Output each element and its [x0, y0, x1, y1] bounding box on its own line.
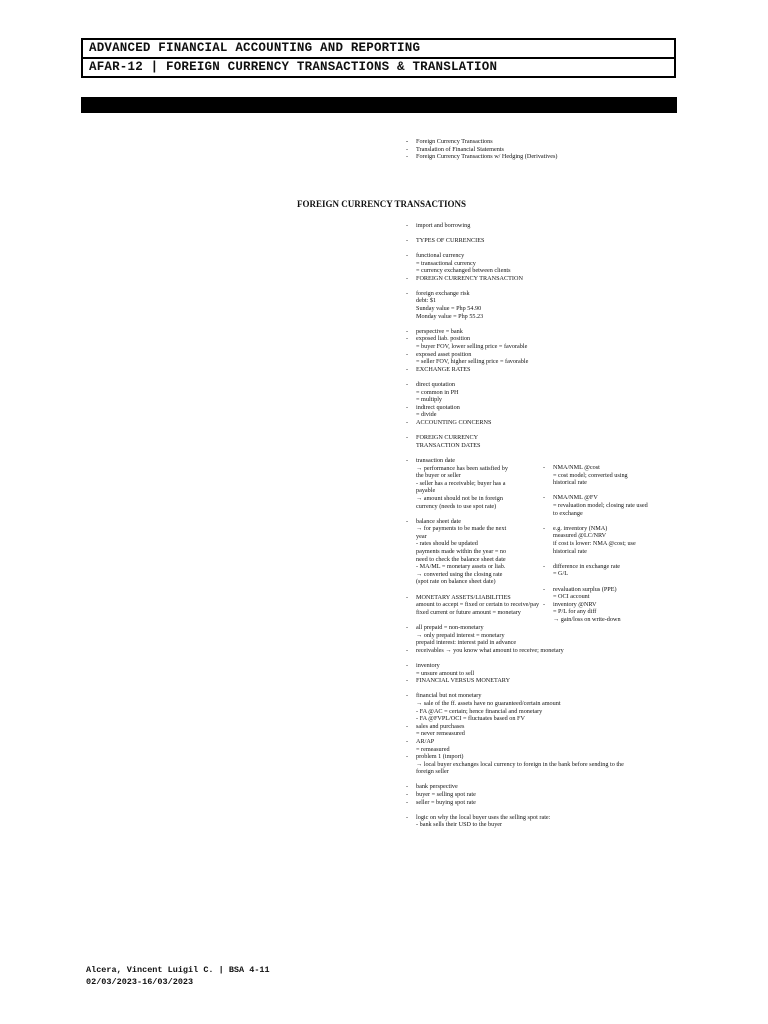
bullet-line: - receivables → you know what amount to receive; monetary	[406, 647, 668, 655]
sub-line: → gain/loss on write-down	[553, 615, 621, 623]
sub-line: → amount should not be in foreign	[416, 494, 503, 502]
bullet-line: - ACCOUNTING CONCERNS	[406, 419, 668, 427]
spacer	[406, 176, 668, 184]
sub-line: TRANSACTION DATES	[416, 441, 481, 449]
spacer	[543, 487, 673, 495]
spacer	[406, 449, 668, 457]
document-title: ADVANCED FINANCIAL ACCOUNTING AND REPORTING	[89, 41, 421, 55]
spacer	[406, 427, 668, 435]
bullet-line: - indirect quotation	[406, 404, 668, 412]
footer-author: Alcera, Vincent Luigil C. | BSA 4-11	[86, 965, 270, 975]
spacer	[406, 685, 668, 693]
spacer	[543, 578, 673, 586]
bullet-line: - transaction date	[406, 457, 668, 465]
spacer	[406, 373, 668, 381]
sub-line: = OCI account	[553, 593, 590, 601]
bullet-line: - sales and purchases	[406, 723, 668, 731]
footer-dates: 02/03/2023-16/03/2023	[86, 977, 194, 987]
sub-line: prepaid interest: interest paid in advance	[416, 639, 517, 647]
spacer	[406, 161, 668, 169]
bullet-line: - NMA/NML @FV	[543, 494, 673, 502]
spacer	[543, 555, 673, 563]
sub-line: the buyer or seller	[416, 472, 461, 480]
bullet-line: - all prepaid = non-monetary	[406, 624, 668, 632]
sub-line: payable	[416, 487, 436, 495]
black-divider-bar	[81, 97, 677, 113]
sub-line: if cost is lower: NMA @cost; use	[553, 539, 636, 547]
spacer	[406, 206, 668, 214]
sub-line: → only prepaid interest = monetary	[416, 631, 505, 639]
document-title-box	[81, 38, 676, 59]
bullet-line: - direct quotation	[406, 381, 668, 389]
sub-line: foreign seller	[416, 768, 449, 776]
bullet-line: - AR/AP	[406, 738, 668, 746]
bullet-line: - foreign exchange risk	[406, 290, 668, 298]
bullet-line: - Foreign Currency Transactions w/ Hedging (Derivatives)	[406, 153, 668, 161]
bullet-line: - FOREIGN CURRENCY TRANSACTION	[406, 275, 668, 283]
notes-side-column	[543, 464, 673, 623]
sub-line: → converted using the closing rate	[416, 570, 503, 578]
bullet-line: - bank perspective	[406, 783, 668, 791]
sub-line: = divide	[416, 411, 437, 419]
section-title: FOREIGN CURRENCY TRANSACTIONS	[297, 199, 467, 209]
bullet-line: - import and borrowing	[406, 222, 668, 230]
document-subtitle: AFAR-12 | FOREIGN CURRENCY TRANSACTIONS & TRANSLATION	[89, 60, 498, 74]
sub-line: - FA @AC = certain; hence financial and monetary	[416, 707, 543, 715]
bullet-line: - TYPES OF CURRENCIES	[406, 237, 668, 245]
sub-line: → local buyer exchanges local currency to foreign in the bank before sending to the	[416, 760, 624, 768]
bullet-line: - e.g. inventory (NMA)	[543, 525, 673, 533]
bullet-line: - inventory	[406, 662, 668, 670]
bullet-line: - financial but not monetary	[406, 692, 668, 700]
sub-line: → for payments to be made the next	[416, 525, 507, 533]
bullet-line: - seller = buying spot rate	[406, 799, 668, 807]
sub-line: - FA @FVPL/OCI = fluctuates based on FV	[416, 715, 525, 723]
spacer	[406, 168, 668, 176]
bullet-line: - balance sheet date	[406, 518, 668, 526]
spacer	[406, 214, 668, 222]
sub-line: Sunday value = Php 54.90	[416, 305, 482, 313]
bullet-line: - problem 1 (import)	[406, 753, 668, 761]
sub-line: Monday value = Php 55.23	[416, 312, 484, 320]
sub-line: → performance has been satisfied by	[416, 464, 508, 472]
bullet-line: - exposed asset position	[406, 351, 668, 359]
bullet-line: - logic on why the local buyer uses the selling spot rate:	[406, 814, 668, 822]
bullet-line: - revaluation surplus (PPE)	[543, 586, 673, 594]
spacer	[406, 806, 668, 814]
bullet-line: - inventory @NRV	[543, 601, 673, 609]
sub-line: = buyer FOV, lower selling price = favorable	[416, 343, 528, 351]
sub-line: = seller FOV, higher selling price = favorable	[416, 358, 529, 366]
spacer	[406, 199, 668, 207]
sub-line: = currency exchanged between clients	[416, 267, 511, 275]
bullet-line: - EXCHANGE RATES	[406, 366, 668, 374]
bullet-line: - FOREIGN CURRENCY	[406, 434, 668, 442]
bullet-line: - buyer = selling spot rate	[406, 791, 668, 799]
spacer	[406, 191, 668, 199]
spacer	[406, 776, 668, 784]
bullet-line: - Translation of Financial Statements	[406, 146, 668, 154]
spacer	[406, 654, 668, 662]
sub-line: year	[416, 532, 427, 540]
spacer	[406, 184, 668, 192]
spacer	[543, 517, 673, 525]
sub-line: fixed current or future amount = monetary	[416, 608, 521, 616]
sub-line: = transactional currency	[416, 259, 476, 267]
sub-line: historical rate	[553, 479, 587, 487]
sub-line: = unsure amount to sell	[416, 669, 475, 677]
sub-line: - MA/ML = monetary assets or liab.	[416, 563, 506, 571]
sub-line: → sale of the ff. assets have no guaranteed/certain amount	[416, 699, 561, 707]
bullet-line: - exposed liab. position	[406, 335, 668, 343]
bullet-line: - functional currency	[406, 252, 668, 260]
sub-line: - rates should be updated	[416, 540, 478, 548]
sub-line: = remeasured	[416, 745, 450, 753]
sub-line: (spot rate on balance sheet date)	[416, 578, 496, 586]
sub-line: historical rate	[553, 547, 587, 555]
spacer	[406, 229, 668, 237]
sub-line: - bank sells their USD to the buyer	[416, 821, 503, 829]
sub-line: - seller has a receivable; buyer has a	[416, 479, 506, 487]
bullet-line: - perspective = bank	[406, 328, 668, 336]
bullet-line: - Foreign Currency Transactions	[406, 138, 668, 146]
sub-line: currency (needs to use spot rate)	[416, 502, 497, 510]
sub-line: debt: $1	[416, 297, 437, 305]
bullet-line: - MONETARY ASSETS/LIABILITIES	[406, 594, 668, 602]
sub-line: = multiply	[416, 396, 443, 404]
sub-line: measured @LC/NRV	[553, 532, 607, 540]
sub-line: to exchange	[553, 509, 583, 517]
sub-line: = P/L for any diff	[553, 608, 597, 616]
spacer	[406, 244, 668, 252]
bullet-line: - FINANCIAL VERSUS MONETARY	[406, 677, 668, 685]
sub-line: = common in PH	[416, 388, 459, 396]
spacer	[406, 320, 668, 328]
sub-line: = never remeasured	[416, 730, 465, 738]
sub-line: amount to accept = fixed or certain to receive/pay	[416, 601, 540, 609]
sub-line: = revaluation model; closing rate used	[553, 501, 648, 509]
sub-line: = cost model; converted using	[553, 471, 628, 479]
document-subtitle-box	[81, 57, 676, 78]
bullet-line: - difference in exchange rate	[543, 563, 673, 571]
sub-line: payments made within the year = no	[416, 548, 507, 556]
sub-line: need to check the balance sheet date	[416, 555, 506, 563]
sub-line: = G/L	[553, 570, 569, 578]
spacer	[406, 282, 668, 290]
bullet-line: - NMA/NML @cost	[543, 464, 673, 472]
